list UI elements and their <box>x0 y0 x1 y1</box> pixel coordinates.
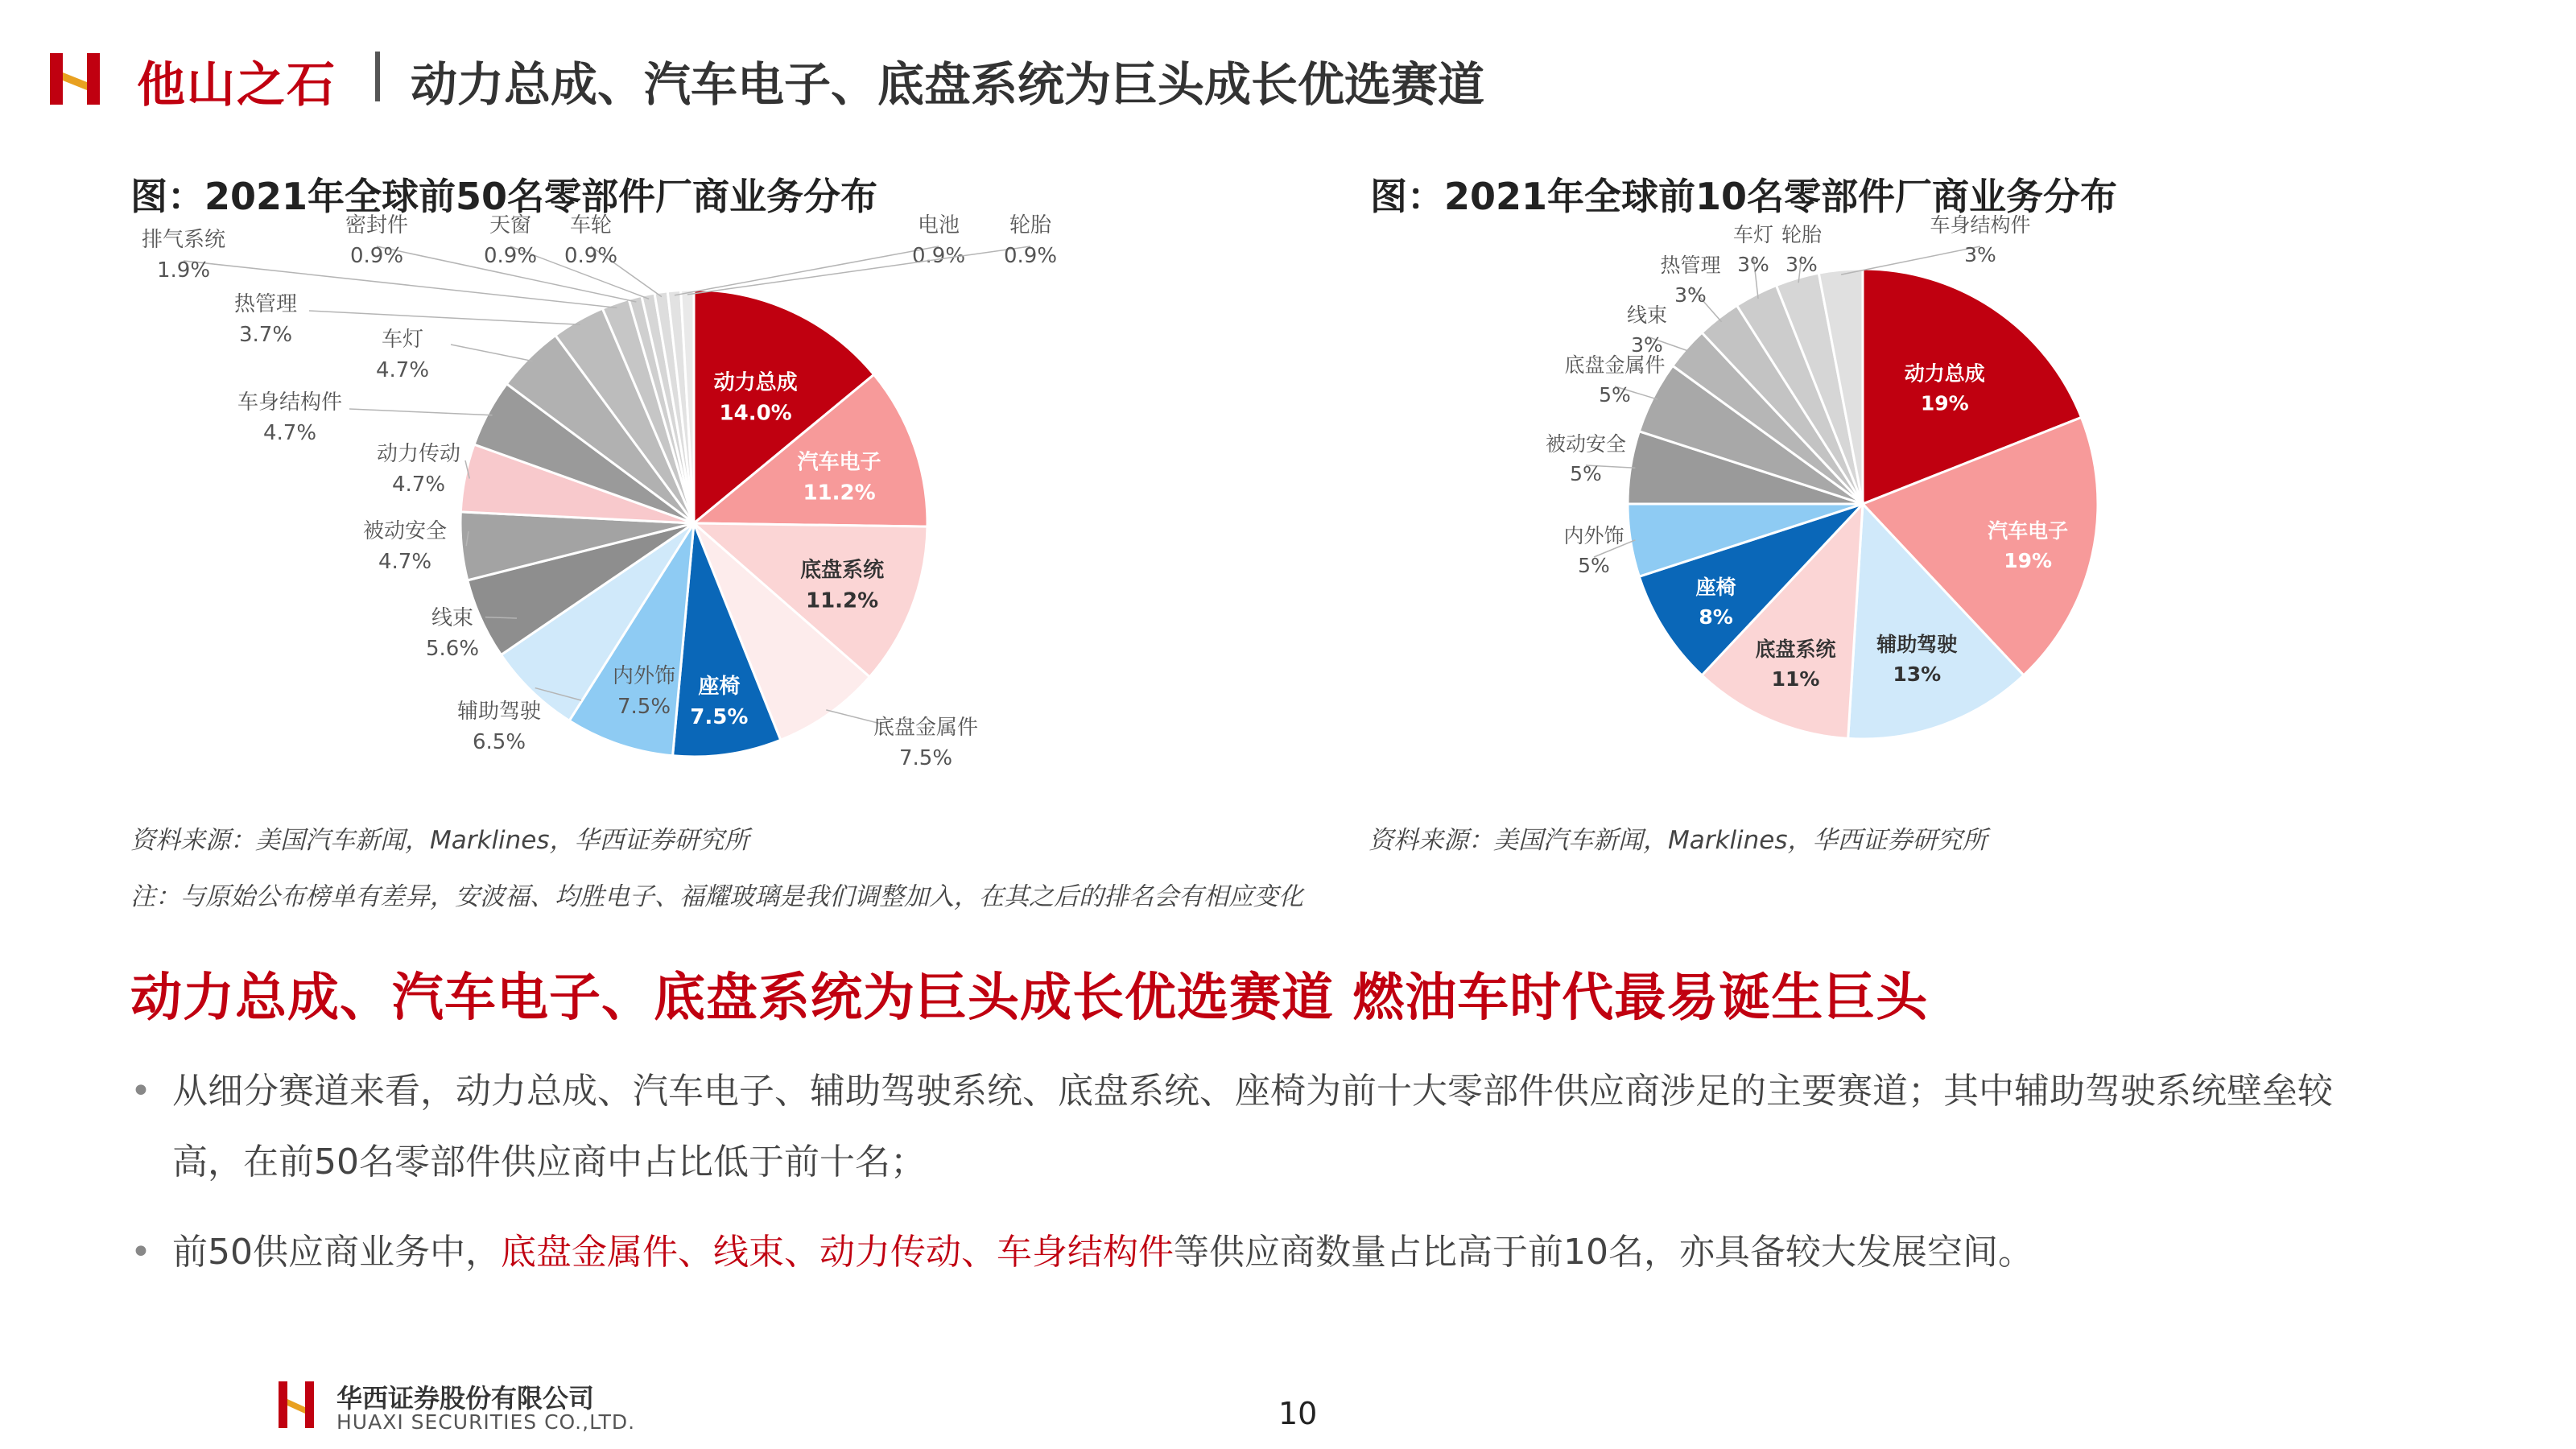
slice-label-1: 汽车电子 <box>1988 518 2069 543</box>
slice-value-11: 3% <box>1785 253 1818 276</box>
slice-value-9: 4.7% <box>391 473 446 497</box>
slice-value-5: 5% <box>1578 554 1610 577</box>
slice-label-11: 轮胎 <box>1781 223 1823 246</box>
slice-label-15: 天窗 <box>489 213 532 237</box>
slice-label-12: 车身结构件 <box>1930 213 2031 237</box>
slice-label-6: 被动安全 <box>1545 432 1627 456</box>
leader-line-18 <box>687 246 1030 295</box>
slice-value-10: 4.7% <box>262 421 317 445</box>
slice-label-3: 底盘金属件 <box>873 716 979 740</box>
section-brand: 他山之石 <box>137 57 336 114</box>
pie-slices <box>460 290 927 757</box>
bullet-item <box>130 1217 2384 1288</box>
slice-label-10: 车身结构件 <box>237 390 343 415</box>
bullet-highlight: 底盘金属件、线束、动力传动、车身结构件 <box>501 1232 1174 1273</box>
slice-value-4: 7.5% <box>690 705 749 730</box>
footer-logo-icon <box>277 1378 316 1431</box>
slice-value-7: 5% <box>1599 383 1631 407</box>
slice-value-0: 14.0% <box>719 401 792 426</box>
slice-label-8: 线束 <box>1626 303 1668 327</box>
slice-label-9: 动力传动 <box>376 442 461 466</box>
page-title: 动力总成、汽车电子、底盘系统为巨头成长优选赛道 <box>411 57 1485 112</box>
bullet-text-post: 等供应商数量占比高于前10名，亦具备较大发展空间。 <box>1174 1232 2033 1273</box>
slice-value-0: 19% <box>1920 391 1969 415</box>
slice-label-7: 底盘金属件 <box>1564 353 1666 377</box>
slice-value-6: 5% <box>1570 462 1602 485</box>
bullet-text: 从细分赛道来看，动力总成、汽车电子、辅助驾驶系统、底盘系统、座椅为前十大零部件供应商涉足的主要赛道；其中辅助驾驶系统壁垒较高，在前50名零部件供应商中占比低于前十名； <box>172 1071 2333 1183</box>
leader-line-17 <box>675 246 939 295</box>
company-name-en: HUAXI SECURITIES CO.,LTD. <box>336 1410 636 1434</box>
top10-pie-chart <box>1288 209 2576 805</box>
slice-label-4: 座椅 <box>1695 575 1736 599</box>
slice-value-17: 0.9% <box>911 244 966 268</box>
slice-value-1: 19% <box>2004 548 2053 572</box>
left-chart-title: 图：2021年全球前50名零部件厂商业务分布 <box>130 175 878 218</box>
page-number: 10 <box>1278 1396 1318 1431</box>
bullet-dot: • <box>130 1071 151 1112</box>
slice-value-4: 8% <box>1699 605 1733 629</box>
bullet-dot: • <box>130 1232 151 1273</box>
slice-label-16: 车轮 <box>569 213 613 237</box>
slice-value-8: 4.7% <box>378 550 432 574</box>
leader-line-12 <box>1841 246 1980 275</box>
slice-value-16: 0.9% <box>564 244 618 268</box>
headline: 动力总成、汽车电子、底盘系统为巨头成长优选赛道 燃油车时代最易诞生巨头 <box>130 968 1929 1028</box>
slice-value-7: 5.6% <box>425 637 480 661</box>
slice-value-18: 0.9% <box>1003 244 1058 268</box>
footnote: 注：与原始公布榜单有差异，安波福、均胜电子、福耀玻璃是我们调整加入，在其之后的排名会有相应变化 <box>130 882 1303 911</box>
slice-value-9: 3% <box>1674 283 1707 307</box>
leader-line-11 <box>451 345 533 361</box>
slice-value-2: 11.2% <box>806 588 879 613</box>
slice-value-12: 3% <box>1964 243 1996 266</box>
slice-value-13: 1.9% <box>156 258 211 283</box>
company-name-cn: 华西证券股份有限公司 <box>336 1383 595 1414</box>
slice-label-17: 电池 <box>917 213 960 237</box>
slice-label-13: 排气系统 <box>141 228 226 252</box>
slice-value-2: 13% <box>1893 662 1942 686</box>
slice-value-12: 3.7% <box>238 323 293 347</box>
slice-label-8: 被动安全 <box>362 519 448 543</box>
right-chart-source: 资料来源：美国汽车新闻，Marklines，华西证券研究所 <box>1368 826 1988 855</box>
slice-label-0: 动力总成 <box>1904 361 1985 386</box>
pie-slices <box>1628 269 2098 739</box>
slice-value-3: 11% <box>1771 667 1820 691</box>
slice-value-1: 11.2% <box>803 481 876 506</box>
slice-value-5: 7.5% <box>617 695 671 719</box>
slice-label-5: 内外饰 <box>1563 524 1624 547</box>
top50-pie-chart <box>0 209 1288 805</box>
slice-value-10: 3% <box>1737 253 1769 276</box>
slice-label-9: 热管理 <box>1660 254 1721 277</box>
slice-label-14: 密封件 <box>345 213 409 237</box>
leader-line-10 <box>349 409 493 415</box>
slice-label-10: 车灯 <box>1732 223 1774 246</box>
slice-label-6: 辅助驾驶 <box>456 700 542 724</box>
slice-value-3: 7.5% <box>898 746 953 770</box>
bullet-text <box>172 1217 2384 1288</box>
slice-value-11: 4.7% <box>375 358 430 382</box>
slice-label-12: 热管理 <box>233 292 298 316</box>
slice-label-1: 汽车电子 <box>797 450 881 475</box>
left-chart-source: 资料来源：美国汽车新闻，Marklines，华西证券研究所 <box>130 826 749 855</box>
slice-label-3: 底盘系统 <box>1755 637 1836 661</box>
company-logo-icon <box>47 50 103 108</box>
slice-value-14: 0.9% <box>349 244 404 268</box>
slice-value-15: 0.9% <box>483 244 538 268</box>
slice-label-7: 线束 <box>431 606 474 630</box>
slice-value-8: 3% <box>1631 333 1663 357</box>
slice-label-4: 座椅 <box>698 675 741 700</box>
slice-label-2: 底盘系统 <box>800 558 885 583</box>
bullet-text-pre: 前50供应商业务中， <box>172 1232 501 1273</box>
slice-label-0: 动力总成 <box>713 370 798 395</box>
slice-value-6: 6.5% <box>472 730 526 754</box>
slice-label-5: 内外饰 <box>612 664 676 688</box>
right-chart-title: 图：2021年全球前10名零部件厂商业务分布 <box>1370 175 2118 218</box>
title-separator <box>375 52 380 101</box>
bullet-item <box>130 1056 2384 1198</box>
slice-label-11: 车灯 <box>381 328 424 352</box>
leader-line-12 <box>309 311 580 324</box>
slice-label-2: 辅助驾驶 <box>1876 632 1958 656</box>
slice-label-18: 轮胎 <box>1009 213 1052 237</box>
